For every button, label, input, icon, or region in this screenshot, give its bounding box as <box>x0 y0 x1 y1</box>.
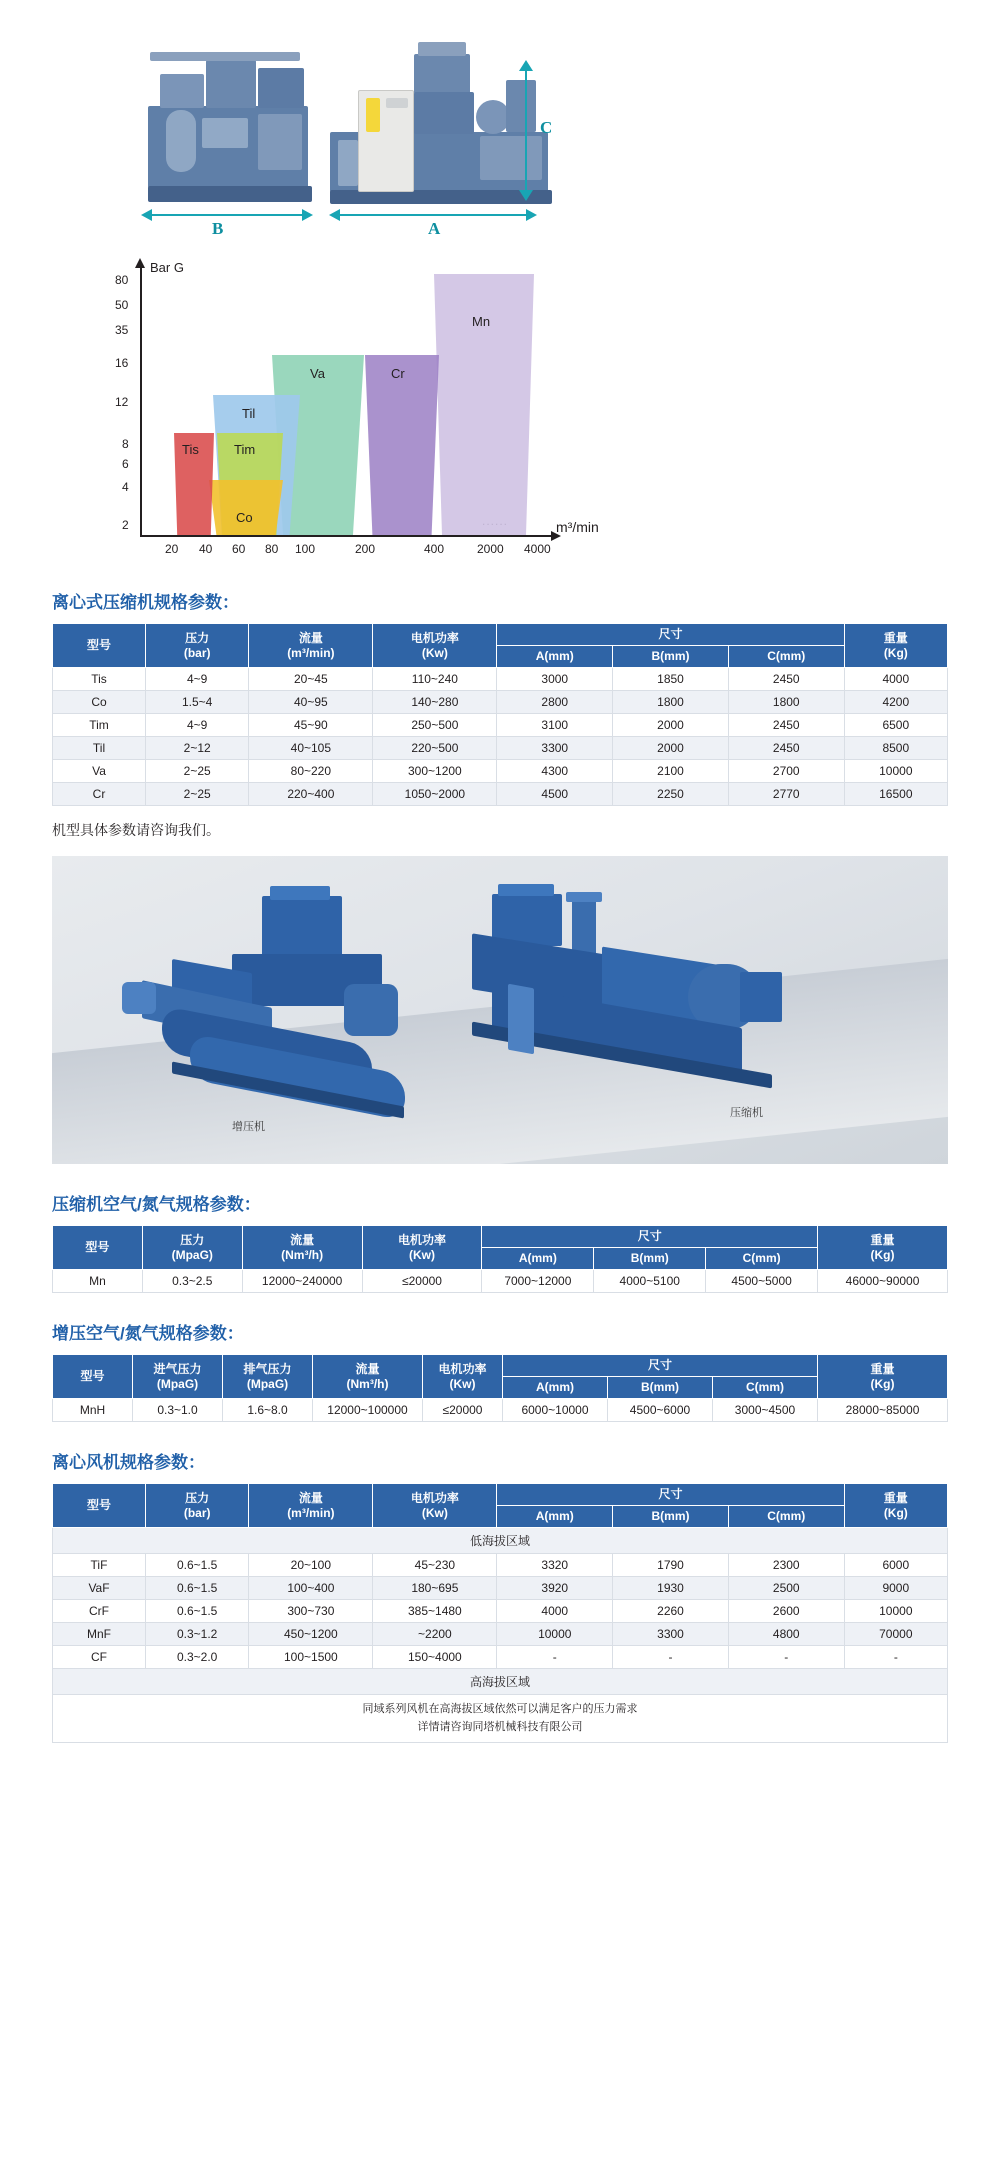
cell-pressure: 0.3~2.0 <box>146 1646 249 1669</box>
cell-flow: 20~100 <box>249 1554 373 1577</box>
chart-zone-co <box>209 480 283 535</box>
th-flow <box>249 1484 373 1528</box>
th-model: 型号 <box>53 1355 133 1399</box>
cell-model: Tim <box>53 714 146 737</box>
th-weight-line1: 重量 <box>883 1490 908 1505</box>
th-size-c: C(mm) <box>713 1377 818 1399</box>
table-row <box>53 714 948 737</box>
cell-model: Tis <box>53 668 146 691</box>
chart-xtick-2000: 2000 <box>477 542 504 556</box>
th-power-line2: (Kw) <box>421 645 448 660</box>
cell-c: 2700 <box>728 760 844 783</box>
cell-b: 4000~5100 <box>594 1270 706 1293</box>
cell-a: 10000 <box>497 1623 613 1646</box>
th-pressure-line2: (bar) <box>183 1505 211 1520</box>
th-power-line1: 电机功率 <box>397 1232 446 1247</box>
table-row <box>53 1270 948 1293</box>
table-centrifugal-blower <box>52 1483 948 1743</box>
th-outlet-line1: 排气压力 <box>243 1361 292 1376</box>
th-pressure-line1: 压力 <box>185 630 210 645</box>
table-booster-air-nitrogen <box>52 1354 948 1422</box>
cell-power: 110~240 <box>373 668 497 691</box>
chart-ytick-16: 16 <box>115 356 129 370</box>
cell-b: 2000 <box>613 737 729 760</box>
cell-power: 140~280 <box>373 691 497 714</box>
chart-ytick-4: 4 <box>122 480 129 494</box>
th-outlet-line2: (MpaG) <box>246 1376 289 1391</box>
cell-a: 4300 <box>497 760 613 783</box>
cell-flow: 20~45 <box>249 668 373 691</box>
chart-ytick-35: 35 <box>115 323 129 337</box>
th-weight <box>844 624 947 668</box>
cell-model: CF <box>53 1646 146 1669</box>
cell-a: 6000~10000 <box>503 1399 608 1422</box>
cell-flow: 40~105 <box>249 737 373 760</box>
table-group-row-high-altitude <box>53 1669 948 1695</box>
th-flow <box>313 1355 423 1399</box>
th-power-line1: 电机功率 <box>410 1490 459 1505</box>
cell-weight: - <box>844 1646 947 1669</box>
dimension-arrow-c-top <box>519 60 533 71</box>
th-flow-line1: 流量 <box>290 1232 315 1247</box>
dimension-arrow-b-left <box>141 209 152 221</box>
table-row <box>53 691 948 714</box>
cell-weight: 10000 <box>844 760 947 783</box>
th-flow <box>249 624 373 668</box>
chart-xtick-20: 20 <box>165 542 179 556</box>
cell-a: 4500 <box>497 783 613 806</box>
cell-model: Va <box>53 760 146 783</box>
th-weight-line1: 重量 <box>870 1361 895 1376</box>
cell-c: 3000~4500 <box>713 1399 818 1422</box>
cell-c: 2450 <box>728 714 844 737</box>
chart-zone-label-til: Til <box>242 406 256 421</box>
dimension-label-b: B <box>212 219 224 238</box>
chart-ytick-12: 12 <box>115 395 129 409</box>
product-render-band <box>52 856 948 1164</box>
table-header-row <box>53 1484 948 1506</box>
render-compressor <box>452 890 872 1130</box>
chart-ylabel: Bar G <box>150 260 184 275</box>
cell-b: 1930 <box>613 1577 729 1600</box>
section-heading-centrifugal-blower: 离心风机规格参数： <box>52 1453 205 1472</box>
section-heading-centrifugal-compressor: 离心式压缩机规格参数： <box>52 593 239 612</box>
cell-c: 4800 <box>728 1623 844 1646</box>
cell-model: MnF <box>53 1623 146 1646</box>
cell-weight: 16500 <box>844 783 947 806</box>
dimension-label-c: C <box>540 118 553 137</box>
chart-ytick-50: 50 <box>115 298 129 312</box>
cell-pressure: 0.6~1.5 <box>146 1600 249 1623</box>
cell-power: 250~500 <box>373 714 497 737</box>
cell-a: 3100 <box>497 714 613 737</box>
th-size-b: B(mm) <box>594 1248 706 1270</box>
th-flow-line2: (Nm³/h) <box>281 1247 324 1262</box>
cell-weight: 4000 <box>844 668 947 691</box>
th-power <box>362 1226 482 1270</box>
th-size-c: C(mm) <box>728 1506 844 1528</box>
chart-zone-label-tim: Tim <box>234 442 256 457</box>
cell-power: ~2200 <box>373 1623 497 1646</box>
cell-a: 3920 <box>497 1577 613 1600</box>
cell-power: 180~695 <box>373 1577 497 1600</box>
cell-pressure: 2~12 <box>146 737 249 760</box>
chart-ytick-80: 80 <box>115 273 129 287</box>
chart-xtick-400: 400 <box>424 542 445 556</box>
th-size: 尺寸 <box>497 1484 844 1506</box>
cell-power: 385~1480 <box>373 1600 497 1623</box>
cell-a: - <box>497 1646 613 1669</box>
cell-model: VaF <box>53 1577 146 1600</box>
th-outlet-pressure <box>223 1355 313 1399</box>
table-header-row <box>53 1355 948 1377</box>
cell-weight: 9000 <box>844 1577 947 1600</box>
th-model: 型号 <box>53 1226 143 1270</box>
cell-inlet-pressure: 0.3~1.0 <box>133 1399 223 1422</box>
product-photo-band <box>0 18 1000 248</box>
chart-xtick-200: 200 <box>355 542 376 556</box>
cell-a: 3320 <box>497 1554 613 1577</box>
th-flow-line2: (m³/min) <box>287 645 335 660</box>
product-spec-page <box>0 18 1000 1743</box>
th-flow-line2: (Nm³/h) <box>346 1376 389 1391</box>
th-size-a: A(mm) <box>503 1377 608 1399</box>
th-power <box>423 1355 503 1399</box>
chart-ytick-8: 8 <box>122 437 129 451</box>
machine-end-view <box>140 48 320 208</box>
cell-pressure: 2~25 <box>146 760 249 783</box>
table-row <box>53 783 948 806</box>
cell-flow: 100~1500 <box>249 1646 373 1669</box>
cell-flow: 12000~240000 <box>242 1270 362 1293</box>
cell-a: 2800 <box>497 691 613 714</box>
table-row <box>53 1554 948 1577</box>
th-flow-line1: 流量 <box>298 1490 323 1505</box>
operating-range-chart <box>0 252 1000 562</box>
cell-weight: 46000~90000 <box>818 1270 948 1293</box>
cell-b: 1790 <box>613 1554 729 1577</box>
cell-pressure: 0.3~1.2 <box>146 1623 249 1646</box>
cell-b: 2100 <box>613 760 729 783</box>
th-weight-line1: 重量 <box>870 1232 895 1247</box>
th-size: 尺寸 <box>503 1355 818 1377</box>
cell-model: Co <box>53 691 146 714</box>
cell-outlet-pressure: 1.6~8.0 <box>223 1399 313 1422</box>
cell-b: 1800 <box>613 691 729 714</box>
cell-a: 7000~12000 <box>482 1270 594 1293</box>
cell-weight: 8500 <box>844 737 947 760</box>
render-caption-booster: 增压机 <box>232 1121 265 1133</box>
th-inlet-line2: (MpaG) <box>156 1376 199 1391</box>
consult-note: 机型具体参数请咨询我们。 <box>52 822 220 838</box>
cell-c: 2770 <box>728 783 844 806</box>
dimension-line-a <box>340 214 526 216</box>
chart-zone-label-va: Va <box>310 366 325 381</box>
table-row <box>53 1399 948 1422</box>
th-weight-line2: (Kg) <box>870 1376 895 1391</box>
cell-c: 2300 <box>728 1554 844 1577</box>
dimension-label-a: A <box>428 219 441 238</box>
table-row <box>53 760 948 783</box>
th-size: 尺寸 <box>482 1226 818 1248</box>
cell-flow: 80~220 <box>249 760 373 783</box>
cell-model: Mn <box>53 1270 143 1293</box>
cell-weight: 6000 <box>844 1554 947 1577</box>
chart-ytick-2: 2 <box>122 518 129 532</box>
cell-pressure: 1.5~4 <box>146 691 249 714</box>
th-power <box>373 1484 497 1528</box>
cell-model: MnH <box>53 1399 133 1422</box>
th-pressure <box>146 624 249 668</box>
th-pressure-line1: 压力 <box>185 1490 210 1505</box>
table-row <box>53 1600 948 1623</box>
chart-xlabel: m³/min <box>556 519 599 535</box>
dimension-line-b <box>152 214 302 216</box>
cell-flow: 100~400 <box>249 1577 373 1600</box>
th-pressure <box>146 1484 249 1528</box>
table-header-row <box>53 624 948 646</box>
th-weight-line2: (Kg) <box>870 1247 895 1262</box>
cell-pressure: 0.6~1.5 <box>146 1554 249 1577</box>
th-weight <box>818 1226 948 1270</box>
th-weight-line2: (Kg) <box>883 1505 908 1520</box>
table-centrifugal-compressor <box>52 623 948 806</box>
cell-c: - <box>728 1646 844 1669</box>
cell-flow: 12000~100000 <box>313 1399 423 1422</box>
machine-side-view <box>330 40 553 210</box>
cell-a: 3300 <box>497 737 613 760</box>
group-label-high-altitude: 高海拔区域 <box>53 1669 948 1695</box>
table-row <box>53 1646 948 1669</box>
th-flow <box>242 1226 362 1270</box>
cell-model: Til <box>53 737 146 760</box>
cell-power: ≤20000 <box>423 1399 503 1422</box>
render-booster <box>112 896 442 1133</box>
th-pressure <box>142 1226 242 1270</box>
th-weight <box>844 1484 947 1528</box>
table-compressor-air-nitrogen <box>52 1225 948 1293</box>
cell-b: 2260 <box>613 1600 729 1623</box>
th-power-line2: (Kw) <box>449 1376 476 1391</box>
cell-b: 1850 <box>613 668 729 691</box>
chart-zone-label-tis: Tis <box>182 442 199 457</box>
th-flow-line1: 流量 <box>298 630 323 645</box>
th-power-line2: (Kw) <box>421 1505 448 1520</box>
chart-zone-label-cr: Cr <box>391 366 405 381</box>
cell-power: 300~1200 <box>373 760 497 783</box>
cell-flow: 450~1200 <box>249 1623 373 1646</box>
th-size-a: A(mm) <box>497 1506 613 1528</box>
table-header-row <box>53 1226 948 1248</box>
cell-flow: 300~730 <box>249 1600 373 1623</box>
cell-power: ≤20000 <box>362 1270 482 1293</box>
dimension-arrow-c-bottom <box>519 190 533 201</box>
chart-xtick-100: 100 <box>295 542 316 556</box>
th-inlet-pressure <box>133 1355 223 1399</box>
cell-weight: 4200 <box>844 691 947 714</box>
cell-weight: 10000 <box>844 1600 947 1623</box>
footnote-line1: 同域系列风机在高海拔区域依然可以满足客户的压力需求 <box>362 1703 638 1715</box>
cell-c: 2450 <box>728 668 844 691</box>
cell-c: 2500 <box>728 1577 844 1600</box>
chart-xtick-60: 60 <box>232 542 246 556</box>
cell-power: 1050~2000 <box>373 783 497 806</box>
th-power-line1: 电机功率 <box>438 1361 487 1376</box>
th-pressure-line2: (bar) <box>183 645 211 660</box>
chart-ytick-6: 6 <box>122 457 129 471</box>
cell-pressure: 2~25 <box>146 783 249 806</box>
cell-flow: 40~95 <box>249 691 373 714</box>
th-pressure-line2: (MpaG) <box>171 1247 213 1262</box>
th-size-b: B(mm) <box>608 1377 713 1399</box>
cell-c: 2450 <box>728 737 844 760</box>
cell-b: 3300 <box>613 1623 729 1646</box>
cell-pressure: 0.6~1.5 <box>146 1577 249 1600</box>
cell-power: 220~500 <box>373 737 497 760</box>
chart-xtick-80: 80 <box>265 542 279 556</box>
dimension-arrow-a-left <box>329 209 340 221</box>
chart-zone-cr <box>365 355 439 535</box>
chart-xtick-4000: 4000 <box>524 542 551 556</box>
th-flow-line1: 流量 <box>355 1361 380 1376</box>
chart-y-axis <box>140 268 142 536</box>
chart-y-axis-arrow <box>135 258 145 268</box>
footnote-line2: 详情请咨询同塔机械科技有限公司 <box>417 1720 583 1733</box>
cell-c: 2600 <box>728 1600 844 1623</box>
cell-b: 2250 <box>613 783 729 806</box>
cell-b: 4500~6000 <box>608 1399 713 1422</box>
cell-b: 2000 <box>613 714 729 737</box>
th-power-line1: 电机功率 <box>410 630 459 645</box>
cell-power: 45~230 <box>373 1554 497 1577</box>
section-heading-booster-air-nitrogen: 增压空气/氮气规格参数： <box>52 1324 244 1343</box>
th-size-b: B(mm) <box>613 1506 729 1528</box>
chart-xtick-40: 40 <box>199 542 213 556</box>
cell-pressure: 4~9 <box>146 714 249 737</box>
th-power-line2: (Kw) <box>409 1247 435 1262</box>
cell-flow: 220~400 <box>249 783 373 806</box>
cell-flow: 45~90 <box>249 714 373 737</box>
chart-x-axis <box>140 535 552 537</box>
th-weight-line2: (Kg) <box>883 645 908 660</box>
th-size-c: C(mm) <box>706 1248 818 1270</box>
th-size-c: C(mm) <box>728 646 844 668</box>
cell-model: CrF <box>53 1600 146 1623</box>
render-caption-compressor: 压缩机 <box>730 1107 763 1119</box>
footnote-cell <box>53 1695 948 1743</box>
dimension-arrow-b-right <box>302 209 313 221</box>
th-size-b: B(mm) <box>613 646 729 668</box>
cell-power: 150~4000 <box>373 1646 497 1669</box>
cell-weight: 28000~85000 <box>818 1399 948 1422</box>
th-size-a: A(mm) <box>482 1248 594 1270</box>
table-footnote-row <box>53 1695 948 1743</box>
cell-weight: 6500 <box>844 714 947 737</box>
chart-zone-label-co: Co <box>236 510 253 525</box>
cell-model: TiF <box>53 1554 146 1577</box>
table-row <box>53 1577 948 1600</box>
chart-zone-label-mn: Mn <box>472 314 491 329</box>
dimension-arrow-a-right <box>526 209 537 221</box>
th-pressure-line1: 压力 <box>180 1232 205 1247</box>
section-heading-compressor-air-nitrogen: 压缩机空气/氮气规格参数： <box>52 1195 261 1214</box>
th-inlet-line1: 进气压力 <box>153 1361 202 1376</box>
cell-a: 4000 <box>497 1600 613 1623</box>
th-weight-line1: 重量 <box>883 630 908 645</box>
table-row <box>53 1623 948 1646</box>
th-weight <box>818 1355 948 1399</box>
th-size: 尺寸 <box>497 624 844 646</box>
group-label-low-altitude: 低海拔区域 <box>53 1528 948 1554</box>
dimension-line-c <box>525 70 527 192</box>
cell-b: - <box>613 1646 729 1669</box>
th-size-a: A(mm) <box>497 646 613 668</box>
cell-model: Cr <box>53 783 146 806</box>
cell-c: 1800 <box>728 691 844 714</box>
cell-pressure: 4~9 <box>146 668 249 691</box>
th-model: 型号 <box>53 624 146 668</box>
cell-c: 4500~5000 <box>706 1270 818 1293</box>
th-model: 型号 <box>53 1484 146 1528</box>
th-power <box>373 624 497 668</box>
th-flow-line2: (m³/min) <box>287 1505 335 1520</box>
table-row <box>53 737 948 760</box>
cell-weight: 70000 <box>844 1623 947 1646</box>
table-row <box>53 668 948 691</box>
cell-pressure: 0.3~2.5 <box>142 1270 242 1293</box>
cell-a: 3000 <box>497 668 613 691</box>
table-group-row-low-altitude <box>53 1528 948 1554</box>
